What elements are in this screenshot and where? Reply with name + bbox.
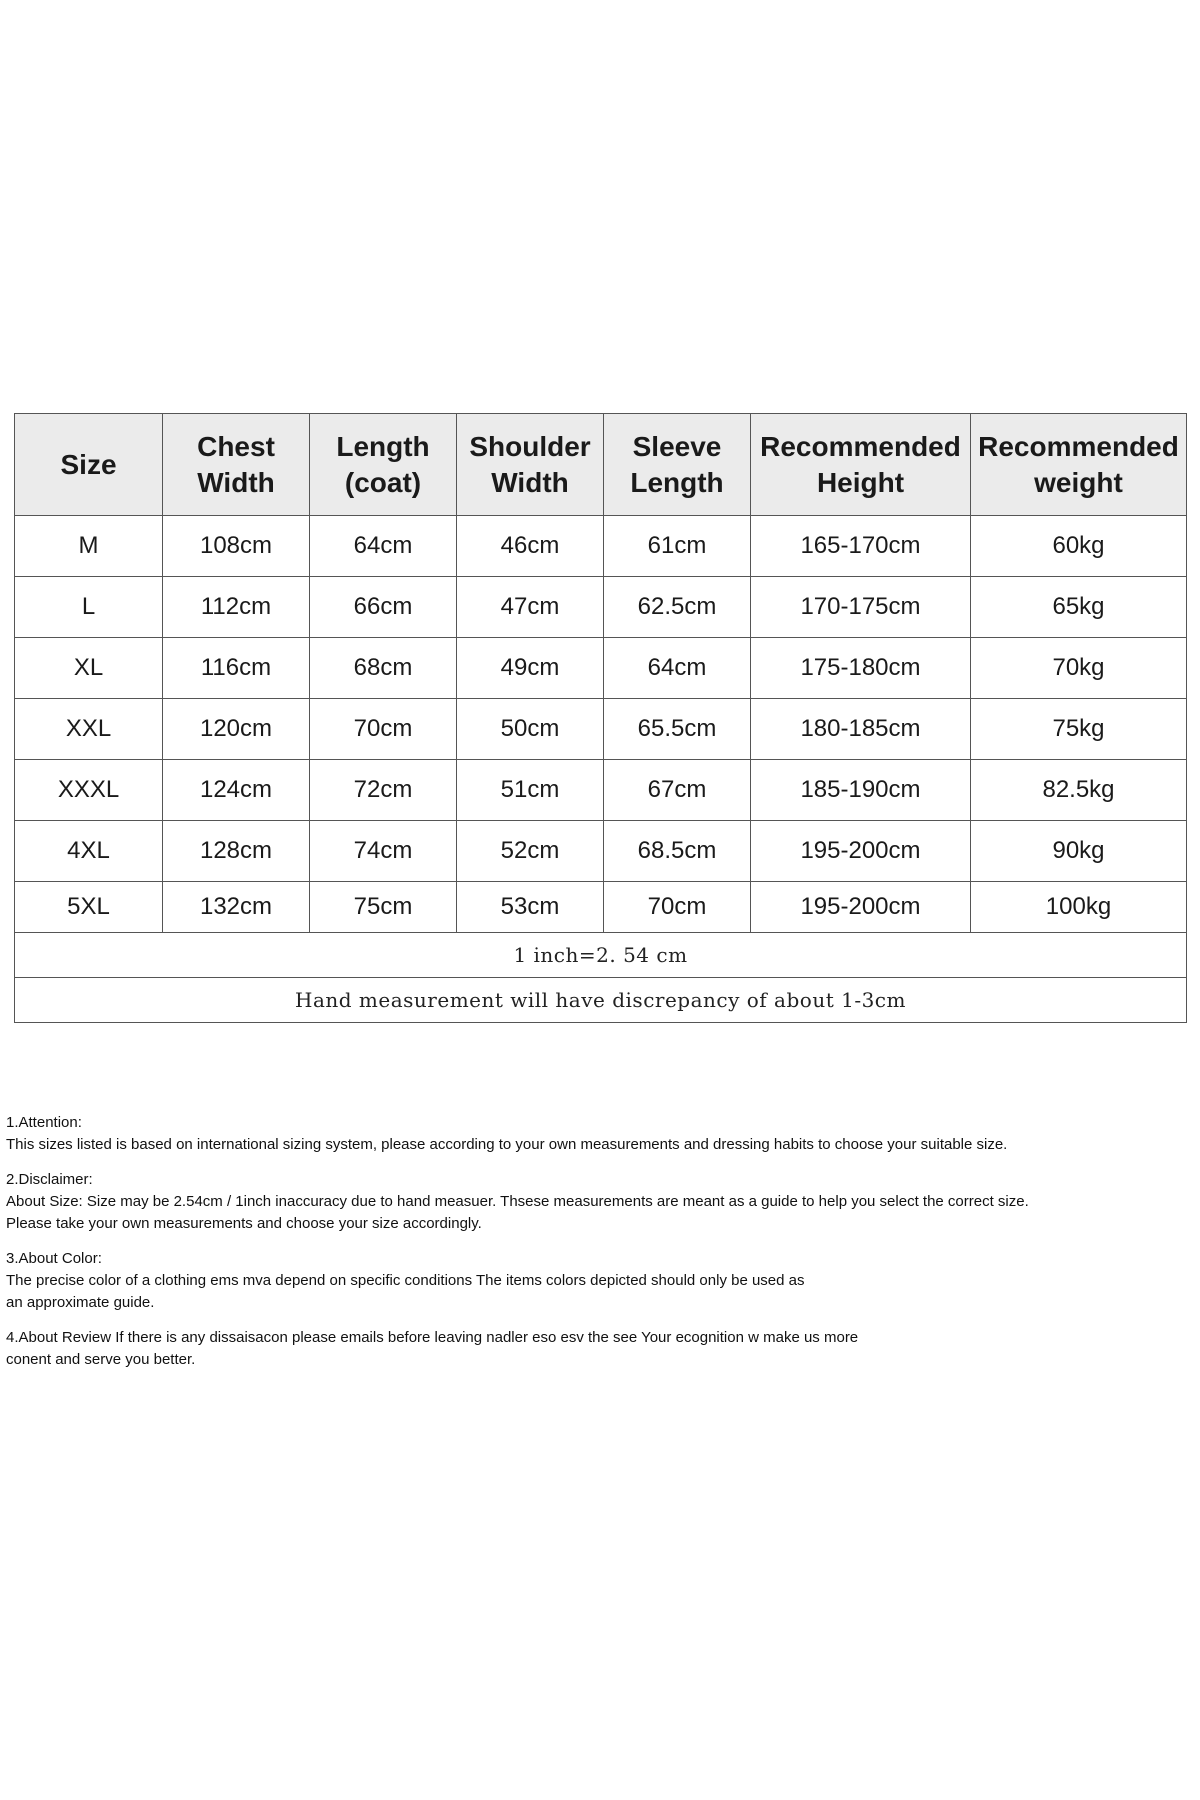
table-row xyxy=(15,577,1187,638)
cell-chest-width: 108cm xyxy=(163,516,310,577)
cell-size: 4XL xyxy=(15,821,163,882)
cell-shoulder-width: 52cm xyxy=(457,821,604,882)
header-sleeve-length-line2: Length xyxy=(630,466,724,498)
cell-sleeve-length: 68.5cm xyxy=(604,821,751,882)
inch-conversion-note: 1 inch=2. 54 cm xyxy=(15,933,1187,978)
cell-length: 64cm xyxy=(310,516,457,577)
note-text: an approximate guide. xyxy=(6,1294,155,1311)
cell-chest-width: 132cm xyxy=(163,882,310,933)
cell-size: XXXL xyxy=(15,760,163,821)
note-attention xyxy=(6,1112,1196,1156)
cell-sleeve-length: 70cm xyxy=(604,882,751,933)
header-recommended-height-line1: Recommended xyxy=(760,430,961,462)
table-header-row xyxy=(15,414,1187,516)
note-title: 3.About Color: xyxy=(6,1250,102,1267)
cell-length: 70cm xyxy=(310,699,457,760)
table-row xyxy=(15,882,1187,933)
header-chest-width-line1: Chest xyxy=(197,430,275,462)
note-disclaimer xyxy=(6,1169,1196,1235)
header-sleeve-length-line1: Sleeve xyxy=(632,430,722,462)
header-recommended-weight-line1: Recommended xyxy=(978,430,1179,462)
header-chest-width xyxy=(163,414,310,516)
measurement-discrepancy-note: Hand measurement will have discrepancy of about 1-3cm xyxy=(15,978,1187,1023)
note-title: 1.Attention: xyxy=(6,1114,82,1131)
notes-section xyxy=(6,1112,1196,1384)
header-size-label: Size xyxy=(60,448,117,480)
cell-recommended-weight: 60kg xyxy=(971,516,1187,577)
header-shoulder-width-line1: Shoulder xyxy=(469,430,591,462)
header-sleeve-length xyxy=(604,414,751,516)
cell-length: 68cm xyxy=(310,638,457,699)
cell-recommended-height: 165-170cm xyxy=(751,516,971,577)
note-text: About Size: Size may be 2.54cm / 1inch inaccuracy due to hand measuer. Thsese measurements are meant as a guide to help you select the correct size. xyxy=(6,1193,1029,1210)
header-recommended-weight xyxy=(971,414,1187,516)
header-recommended-weight-line2: weight xyxy=(1034,466,1123,498)
cell-chest-width: 124cm xyxy=(163,760,310,821)
cell-recommended-height: 185-190cm xyxy=(751,760,971,821)
cell-recommended-weight: 82.5kg xyxy=(971,760,1187,821)
cell-shoulder-width: 46cm xyxy=(457,516,604,577)
cell-shoulder-width: 47cm xyxy=(457,577,604,638)
note-text: This sizes listed is based on international sizing system, please according to your own measurements and dressing habits to choose your suitable size. xyxy=(6,1136,1008,1153)
header-chest-width-line2: Width xyxy=(197,466,275,498)
header-length-coat-line1: Length xyxy=(336,430,430,462)
header-recommended-height-line2: Height xyxy=(816,466,905,498)
cell-chest-width: 116cm xyxy=(163,638,310,699)
cell-recommended-height: 175-180cm xyxy=(751,638,971,699)
header-size xyxy=(15,414,163,516)
conversion-row xyxy=(15,933,1187,978)
cell-size: L xyxy=(15,577,163,638)
table-row xyxy=(15,699,1187,760)
cell-shoulder-width: 53cm xyxy=(457,882,604,933)
cell-recommended-weight: 65kg xyxy=(971,577,1187,638)
table-row xyxy=(15,638,1187,699)
note-text: conent and serve you better. xyxy=(6,1351,196,1368)
cell-recommended-weight: 100kg xyxy=(971,882,1187,933)
note-about-review xyxy=(6,1327,1196,1371)
size-chart-table xyxy=(14,413,1187,1023)
cell-chest-width: 112cm xyxy=(163,577,310,638)
cell-sleeve-length: 61cm xyxy=(604,516,751,577)
cell-chest-width: 128cm xyxy=(163,821,310,882)
cell-sleeve-length: 64cm xyxy=(604,638,751,699)
header-length-coat xyxy=(310,414,457,516)
note-title: 2.Disclaimer: xyxy=(6,1171,93,1188)
note-text: Please take your own measurements and choose your size accordingly. xyxy=(6,1215,482,1232)
note-text: The precise color of a clothing ems mva depend on specific conditions The items colors depicted should only be used as xyxy=(6,1272,805,1289)
header-recommended-height xyxy=(751,414,971,516)
cell-recommended-weight: 75kg xyxy=(971,699,1187,760)
header-shoulder-width xyxy=(457,414,604,516)
discrepancy-row xyxy=(15,978,1187,1023)
cell-recommended-height: 195-200cm xyxy=(751,821,971,882)
cell-recommended-height: 170-175cm xyxy=(751,577,971,638)
cell-sleeve-length: 67cm xyxy=(604,760,751,821)
cell-size: XXL xyxy=(15,699,163,760)
cell-shoulder-width: 51cm xyxy=(457,760,604,821)
cell-chest-width: 120cm xyxy=(163,699,310,760)
cell-length: 66cm xyxy=(310,577,457,638)
cell-size: M xyxy=(15,516,163,577)
cell-recommended-height: 195-200cm xyxy=(751,882,971,933)
cell-length: 74cm xyxy=(310,821,457,882)
table-row xyxy=(15,821,1187,882)
note-text: 4.About Review If there is any dissaisacon please emails before leaving nadler eso esv the see Your ecognition w make us more xyxy=(6,1329,859,1346)
table-row xyxy=(15,760,1187,821)
header-length-coat-line2: (coat) xyxy=(344,466,422,498)
cell-size: XL xyxy=(15,638,163,699)
cell-size: 5XL xyxy=(15,882,163,933)
cell-recommended-height: 180-185cm xyxy=(751,699,971,760)
table-row xyxy=(15,516,1187,577)
cell-sleeve-length: 65.5cm xyxy=(604,699,751,760)
cell-recommended-weight: 70kg xyxy=(971,638,1187,699)
cell-sleeve-length: 62.5cm xyxy=(604,577,751,638)
header-shoulder-width-line2: Width xyxy=(491,466,569,498)
cell-shoulder-width: 50cm xyxy=(457,699,604,760)
note-about-color xyxy=(6,1248,1196,1314)
cell-shoulder-width: 49cm xyxy=(457,638,604,699)
cell-recommended-weight: 90kg xyxy=(971,821,1187,882)
cell-length: 72cm xyxy=(310,760,457,821)
cell-length: 75cm xyxy=(310,882,457,933)
